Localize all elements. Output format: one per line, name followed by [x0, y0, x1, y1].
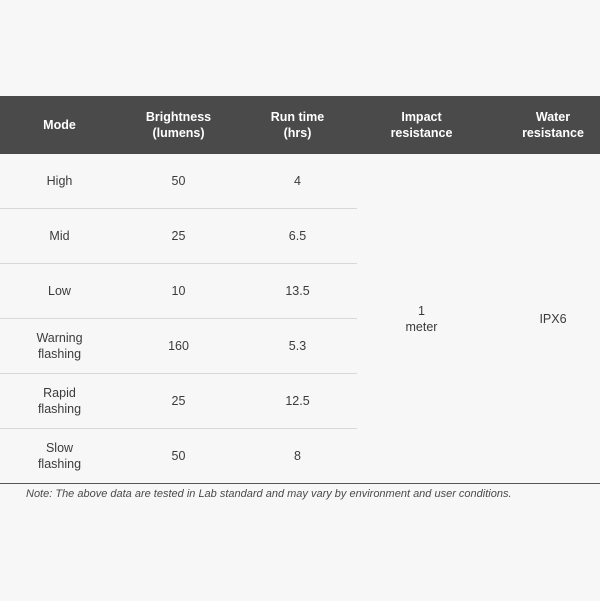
cell-runtime: 12.5: [238, 374, 357, 429]
specification-table: [0, 96, 600, 484]
cell-mode-line1: Warning: [36, 331, 83, 345]
cell-runtime: 5.3: [238, 319, 357, 374]
column-header-mode-line1: Mode: [43, 118, 76, 132]
column-header-impact-resistance: [357, 96, 486, 154]
cell-brightness: 10: [119, 264, 238, 319]
column-header-impact-line1: Impact: [401, 110, 442, 124]
cell-mode-line1: Slow: [45, 441, 74, 455]
cell-runtime: 13.5: [238, 264, 357, 319]
column-header-water-line2: resistance: [522, 126, 584, 140]
column-header-mode: [0, 96, 119, 154]
column-header-runtime-line2: (hrs): [283, 126, 312, 140]
cell-impact-line2: meter: [405, 319, 438, 334]
cell-mode-line1: High: [46, 174, 73, 188]
cell-mode: [0, 264, 119, 319]
cell-mode: [0, 429, 119, 484]
cell-water-resistance: IPX6: [486, 154, 600, 484]
cell-brightness: 25: [119, 209, 238, 264]
column-header-water-resistance: [486, 96, 600, 154]
table-body: [0, 154, 600, 484]
cell-mode-line2: flashing: [37, 402, 82, 416]
cell-mode-line2: flashing: [37, 457, 82, 471]
column-header-runtime: [238, 96, 357, 154]
cell-mode: [0, 154, 119, 209]
column-header-brightness-line2: (lumens): [152, 126, 205, 140]
cell-brightness: 50: [119, 154, 238, 209]
table-footnote: Note: The above data are tested in Lab standard and may vary by environment and user conditions.: [26, 488, 512, 500]
column-header-impact-line2: resistance: [390, 126, 453, 140]
cell-brightness: 50: [119, 429, 238, 484]
table-row: [0, 154, 600, 209]
cell-mode-line1: Rapid: [43, 386, 76, 400]
table-header-row: [0, 96, 600, 154]
column-header-water-line1: Water: [535, 110, 571, 124]
cell-impact-resistance: [357, 154, 486, 484]
column-header-brightness-line1: Brightness: [145, 110, 212, 124]
cell-mode: [0, 319, 119, 374]
table-header: [0, 96, 600, 154]
cell-mode: [0, 374, 119, 429]
cell-brightness: 160: [119, 319, 238, 374]
cell-runtime: 8: [238, 429, 357, 484]
column-header-brightness: [119, 96, 238, 154]
column-header-runtime-line1: Run time: [270, 110, 325, 124]
cell-brightness: 25: [119, 374, 238, 429]
cell-runtime: 6.5: [238, 209, 357, 264]
cell-mode: [0, 209, 119, 264]
cell-mode-line2: flashing: [37, 347, 82, 361]
cell-mode-line1: Mid: [49, 229, 70, 243]
cell-runtime: 4: [238, 154, 357, 209]
cell-impact-line1: 1: [418, 303, 425, 318]
cell-mode-line1: Low: [48, 284, 71, 298]
